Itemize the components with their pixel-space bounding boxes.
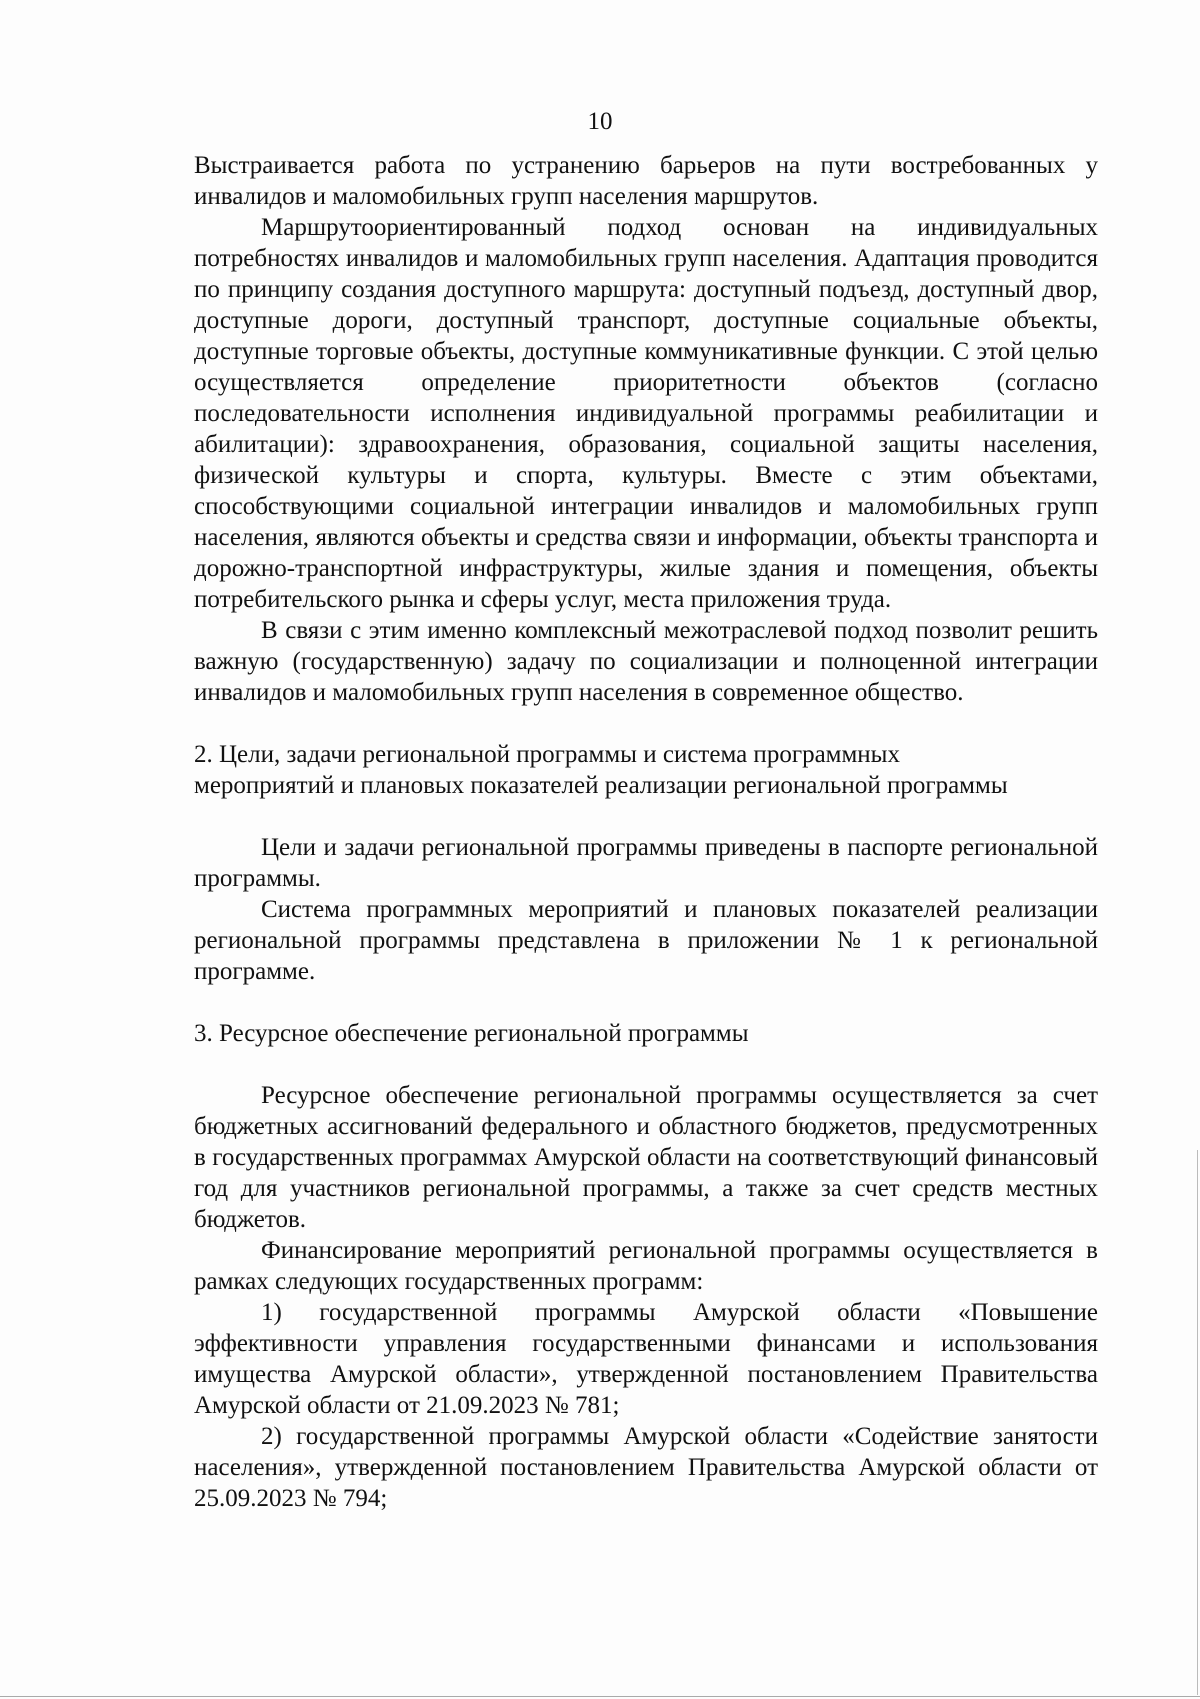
paragraph: Маршрутоориентированный подход основан на индивидуальных потребностях инвалидов и маломобильных групп населения. Адаптация проводится по принципу создания доступного маршрута: доступный подъезд, доступный двор, доступные дороги, доступный транспорт, доступные социальные объекты, доступные торговые объекты, доступные коммуникативные функции. С этой целью осуществляется определение приоритетности объектов (согласно последовательности исполнения индивидуальной программы реабилитации и абилитации): здравоохранения, образования, социальной защиты населения, физической культуры и спорта, культуры. Вместе с этим объектами, способствующими социальной интеграции инвалидов и маломобильных групп населения, являются объекты и средства связи и информации, объекты транспорта и дорожно-транспортной инфраструктуры, жилые здания и помещения, объекты потребительского рынка и сферы услуг, места приложения труда. xyxy=(194,214,1098,613)
page-number: 10 xyxy=(587,108,613,135)
paragraph: Система программных мероприятий и плановых показателей реализации региональной программы представлена в приложении № 1 к региональной программе. xyxy=(194,896,1098,985)
paragraph: Финансирование мероприятий региональной программы осуществляется в рамках следующих государственных программ: xyxy=(194,1237,1098,1295)
section-heading-line: мероприятий и плановых показателей реализации региональной программы xyxy=(194,772,1008,799)
section-heading: 3. Ресурсное обеспечение региональной программы xyxy=(194,1020,749,1047)
scan-edge-line xyxy=(1197,1150,1198,1695)
list-item: 1) государственной программы Амурской области «Повышение эффективности управления государственными финансами и использования имущества Амурской области», утвержденной постановлением Правительства Амурской области от 21.09.2023 № 781; xyxy=(194,1299,1098,1419)
paragraph: В связи с этим именно комплексный межотраслевой подход позволит решить важную (государственную) задачу по социализации и полноценной интеграции инвалидов и маломобильных групп населения в современное общество. xyxy=(194,617,1098,706)
list-item: 2) государственной программы Амурской области «Содействие занятости населения», утвержденной постановлением Правительства Амурской области от 25.09.2023 № 794; xyxy=(194,1423,1098,1512)
document-body xyxy=(194,150,1098,1514)
paragraph: Ресурсное обеспечение региональной программы осуществляется за счет бюджетных ассигнований федерального и областного бюджетов, предусмотренных в государственных программах Амурской области на соответствующий финансовый год для участников региональной программы, а также за счет средств местных бюджетов. xyxy=(194,1082,1098,1233)
paragraph: Выстраивается работа по устранению барьеров на пути востребованных у инвалидов и маломобильных групп населения маршрутов. xyxy=(194,152,1098,210)
scan-bottom-line xyxy=(0,1696,1200,1697)
section-heading-line: 2. Цели, задачи региональной программы и система программных xyxy=(194,741,900,768)
paragraph: Цели и задачи региональной программы приведены в паспорте региональной программы. xyxy=(194,834,1098,892)
